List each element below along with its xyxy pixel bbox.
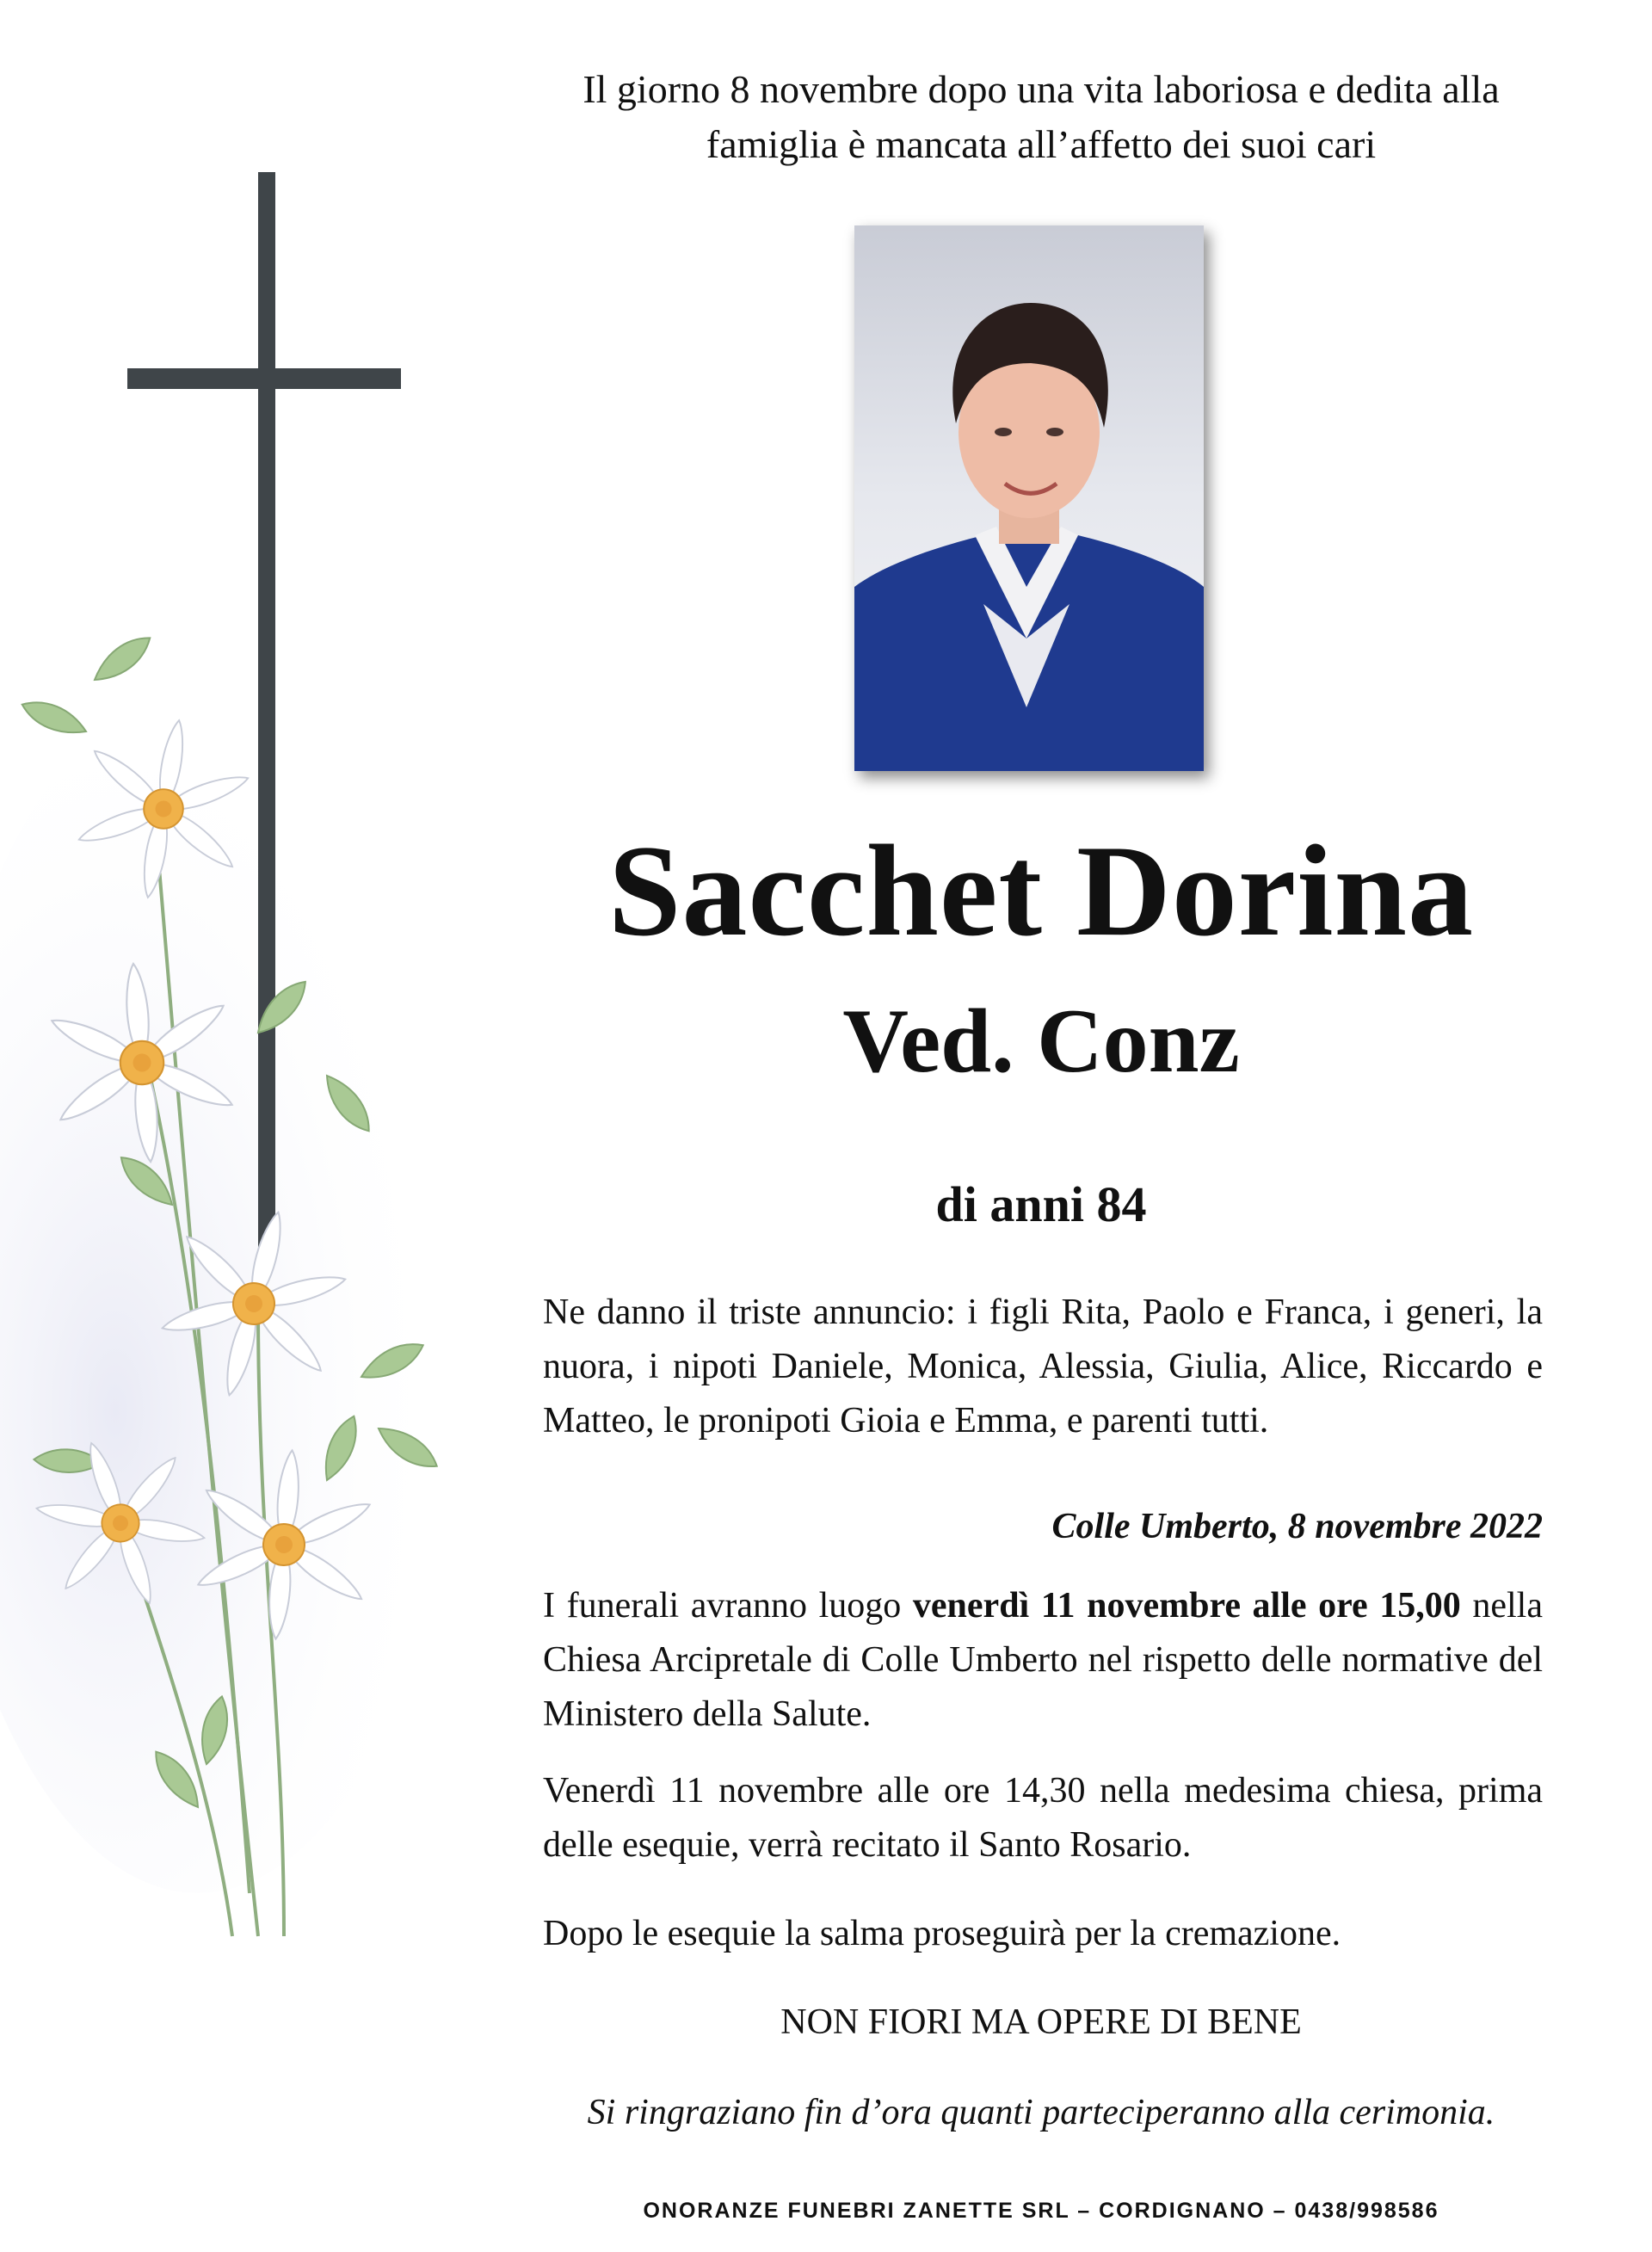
announcement-paragraph: Ne danno il triste annuncio: i figli Rita, Paolo e Franca, i generi, la nuora, i nipoti Daniele, Monica, Alessia, Giulia, Alice, Riccardo e Matteo, le pronipoti Gioia e Emma, e parenti tutti. bbox=[543, 1293, 1543, 1441]
portrait-photo bbox=[854, 225, 1204, 771]
funeral-date-time: venerdì 11 novembre alle ore 15,00 bbox=[912, 1586, 1461, 1626]
intro-line-2: famiglia è mancata all’affetto dei suoi cari bbox=[706, 122, 1377, 166]
intro-text bbox=[516, 62, 1566, 172]
age-line: di anni 84 bbox=[935, 1176, 1147, 1232]
funeral-suffix: nella Chiesa Arcipretale di Colle Umberto nel rispetto delle normative del Ministero della Salute. bbox=[543, 1586, 1543, 1734]
intro-line-1: Il giorno 8 novembre dopo una vita laboriosa e dedita alla bbox=[583, 67, 1500, 111]
rosary-paragraph: Venerdì 11 novembre alle ore 14,30 nella medesima chiesa, prima delle esequie, verrà recitato il Santo Rosario. bbox=[543, 1771, 1543, 1865]
cross-with-lilies-decoration bbox=[0, 0, 551, 2065]
thanks-line: Si ringraziano fin d’ora quanti parteciperanno alla cerimonia. bbox=[587, 2093, 1495, 2132]
funeral-prefix: I funerali avranno luogo bbox=[543, 1586, 913, 1626]
cremation-paragraph: Dopo le esequie la salma proseguirà per la cremazione. bbox=[543, 1914, 1341, 1953]
deceased-name: Sacchet Dorina bbox=[607, 818, 1475, 963]
no-flowers-motto: NON FIORI MA OPERE DI BENE bbox=[780, 2002, 1302, 2042]
funeral-paragraph bbox=[543, 1579, 1543, 1742]
funeral-home-footer: ONORANZE FUNEBRI ZANETTE SRL – CORDIGNANO – 0438/998586 bbox=[643, 2199, 1439, 2223]
widow-of-name: Ved. Conz bbox=[842, 990, 1240, 1091]
place-and-date: Colle Umberto, 8 novembre 2022 bbox=[1051, 1507, 1543, 1546]
